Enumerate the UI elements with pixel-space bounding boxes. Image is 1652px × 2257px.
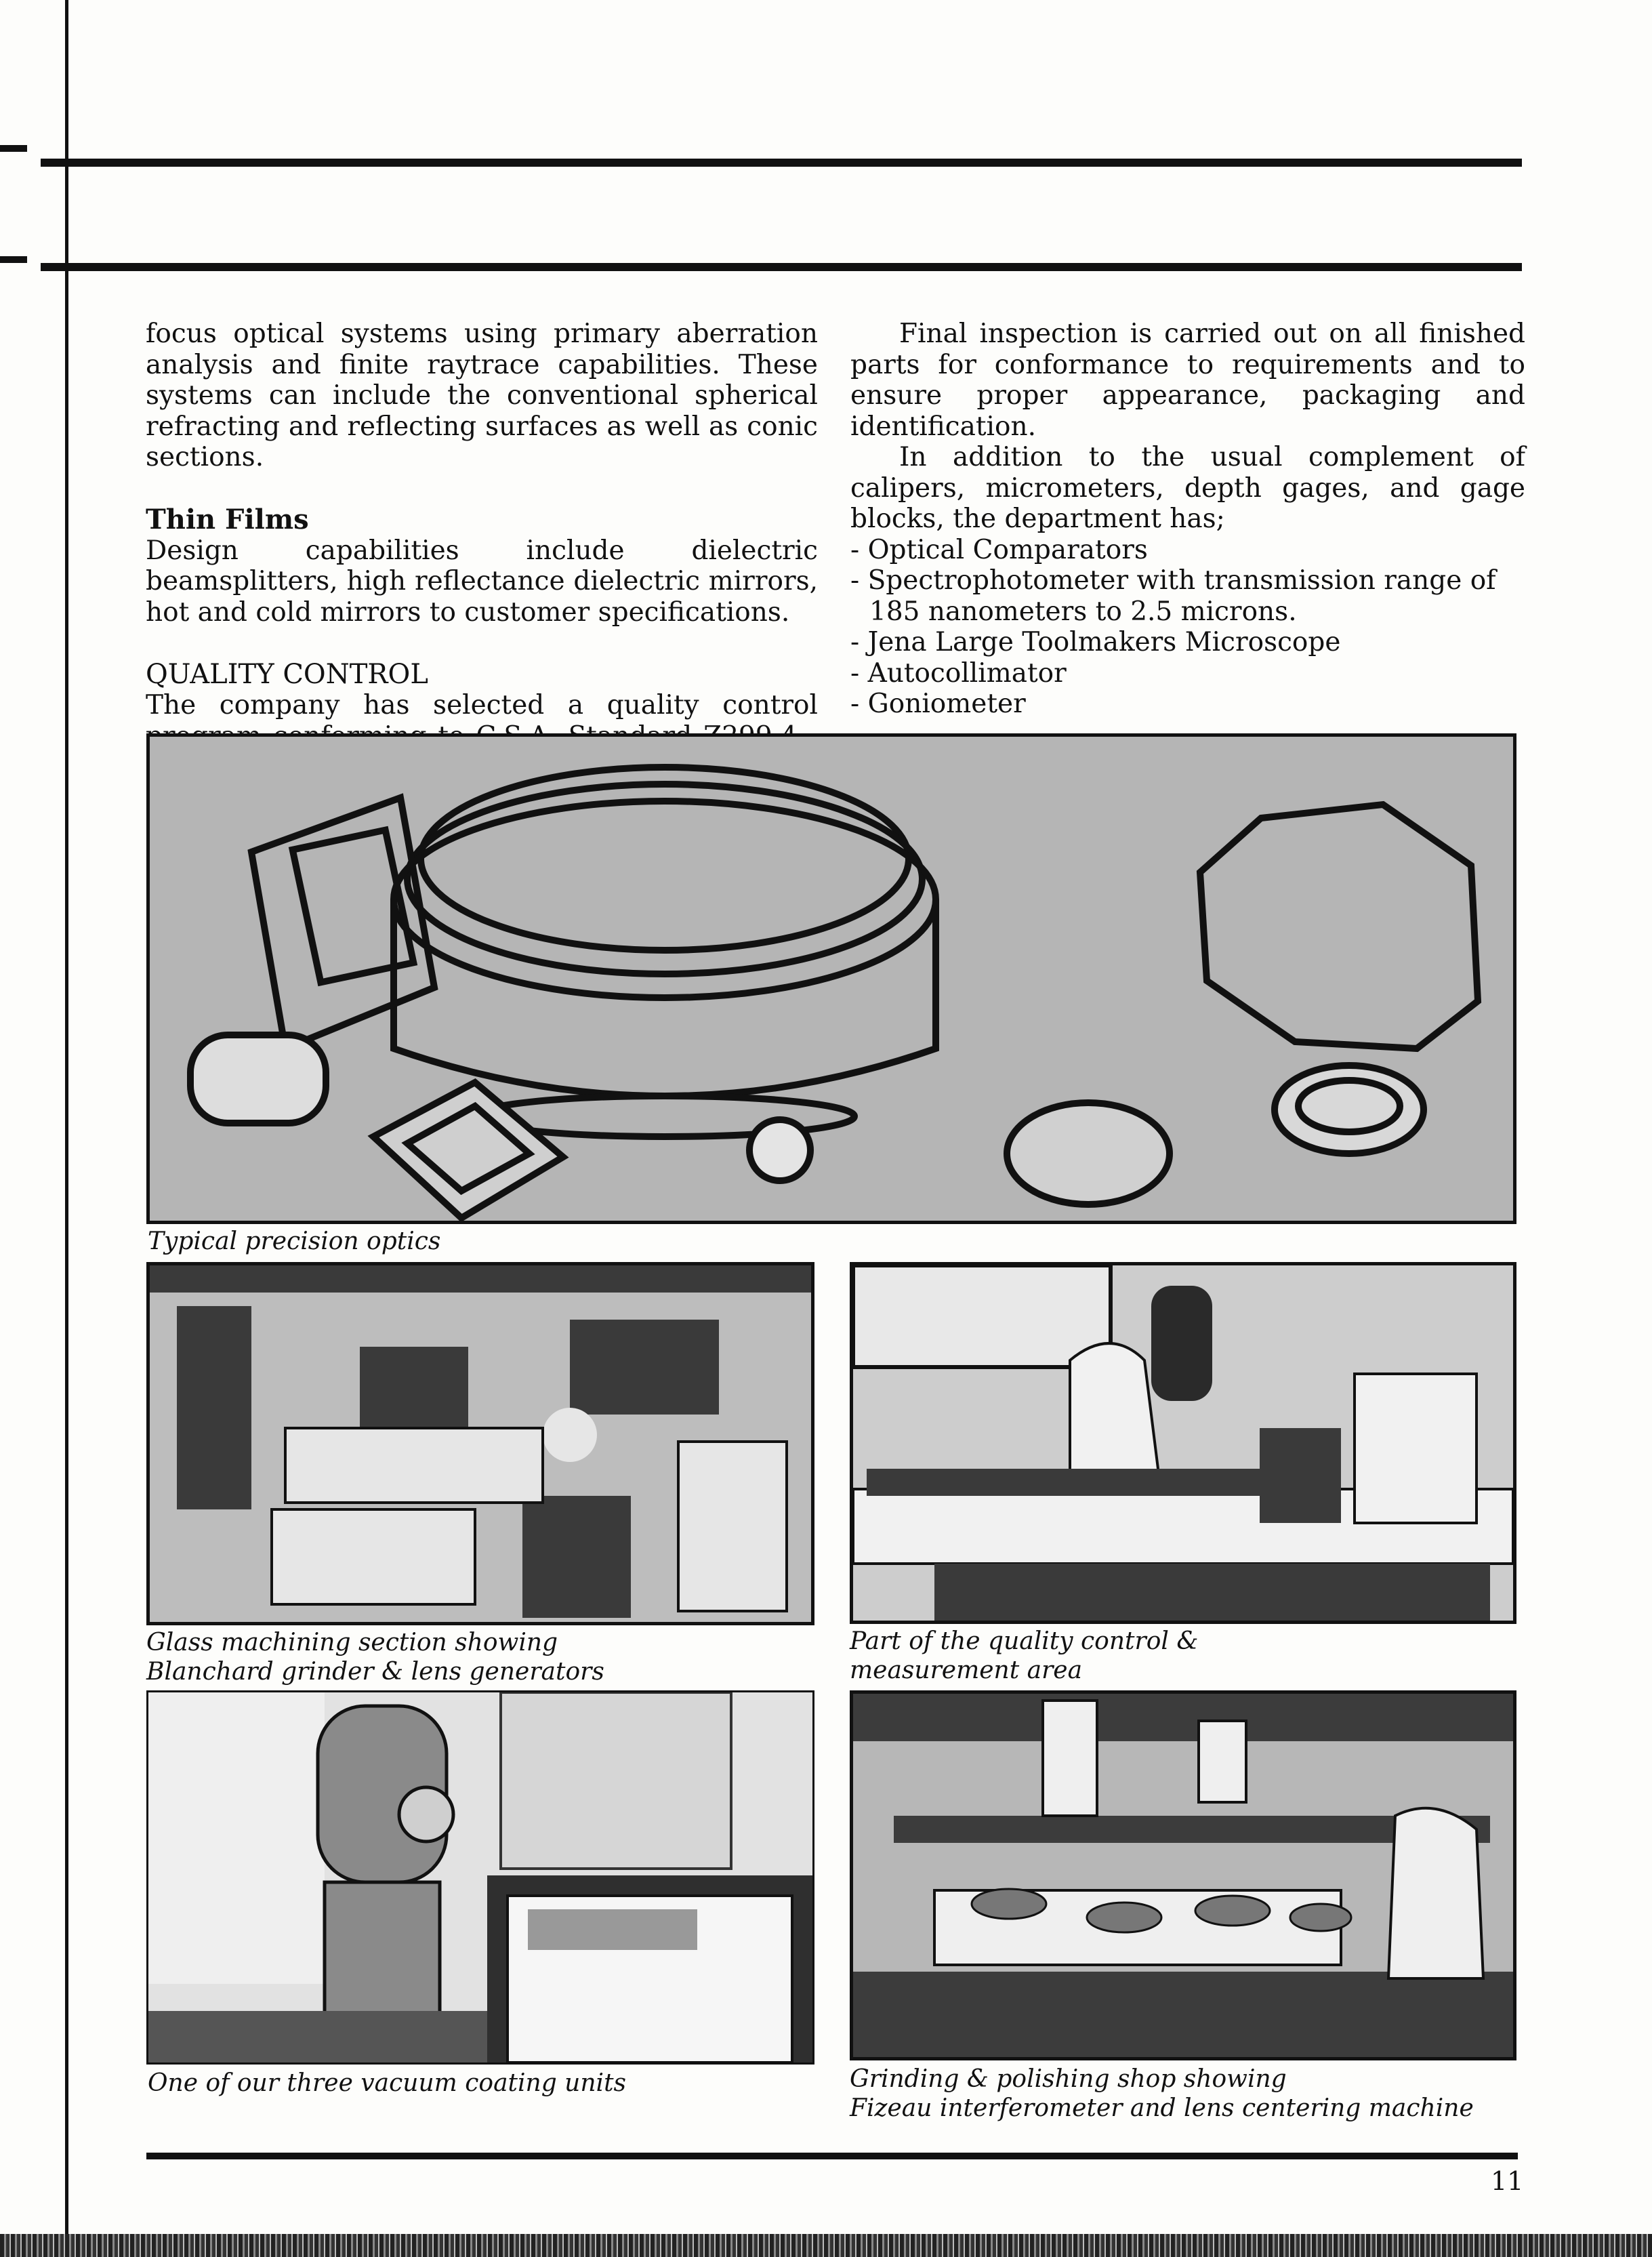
caption-line: Glass machining section showing xyxy=(146,1629,558,1656)
left-text-column xyxy=(146,319,818,783)
caption-vacuum-coating: One of our three vacuum coating units xyxy=(148,2069,627,2097)
caption-line: measurement area xyxy=(850,1656,1083,1684)
binder-edge-line xyxy=(65,0,68,2257)
precision-optics-photo xyxy=(146,733,1516,1224)
caption-line: Grinding & polishing shop showing xyxy=(850,2065,1287,2093)
margin-mark xyxy=(0,256,27,263)
list-item: - Spectrophotometer with transmission range of 185 nanometers to 2.5 microns. xyxy=(850,565,1496,627)
caption-line: Part of the quality control & xyxy=(850,1627,1199,1655)
right-text-column xyxy=(850,319,1525,720)
quality-control-paragraph: The company has selected a quality control xyxy=(146,690,818,720)
caption-quality-control xyxy=(850,1627,1198,1685)
scan-edge-strip xyxy=(0,2234,1652,2257)
page-number: 11 xyxy=(1491,2166,1524,2196)
equipment-intro-paragraph: In addition to the usual complement of calipers, micrometers, depth gages, and gage blocks, the department has; xyxy=(850,442,1525,534)
grinding-polishing-photo xyxy=(850,1690,1516,2060)
thin-films-paragraph: Design capabilities include dielectric beamsplitters, high reflectance dielectric mirrors, hot and cold mirrors to customer specifications. xyxy=(146,535,818,628)
header-rule-bottom xyxy=(41,263,1522,271)
list-item: - Jena Large Toolmakers Microscope xyxy=(850,627,1341,657)
footer-rule xyxy=(146,2153,1518,2159)
header-rule-top xyxy=(41,159,1522,167)
list-item: - Autocollimator xyxy=(850,657,1067,689)
caption-line: Fizeau interferometer and lens centering machine xyxy=(850,2094,1474,2122)
margin-mark xyxy=(0,145,27,152)
list-item: - Goniometer xyxy=(850,689,1026,719)
glass-machining-photo xyxy=(146,1262,814,1625)
equipment-list xyxy=(850,535,1525,720)
intro-paragraph: focus optical systems using primary aberration analysis and finite raytrace capabilities. These systems can include the conventional spherical refracting and reflecting surfaces as well as conic sections. xyxy=(146,319,818,472)
thin-films-heading: Thin Films xyxy=(146,503,309,535)
quality-control-photo xyxy=(850,1262,1516,1624)
list-item: - Optical Comparators xyxy=(850,534,1148,565)
quality-control-heading: QUALITY CONTROL xyxy=(146,659,428,690)
caption-grinding-polishing xyxy=(850,2065,1474,2123)
caption-precision-optics: Typical precision optics xyxy=(148,1227,441,1255)
caption-glass-machining xyxy=(146,1628,604,1686)
vacuum-coating-photo xyxy=(146,1690,814,2065)
inspection-paragraph: Final inspection is carried out on all finished parts for conformance to requirements and to ensure proper appearance, packaging and identification. xyxy=(850,319,1525,442)
caption-line: Blanchard grinder & lens generators xyxy=(146,1658,604,1686)
